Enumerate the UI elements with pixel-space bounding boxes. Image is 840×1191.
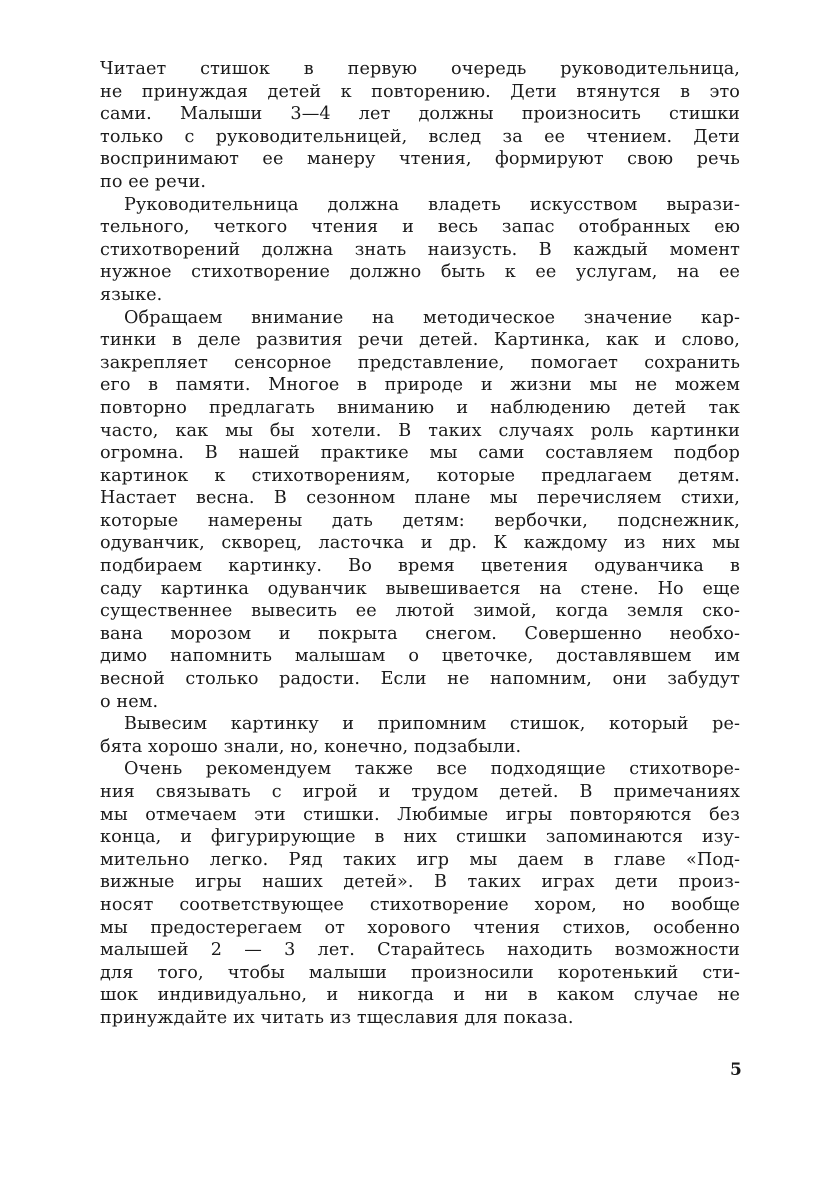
text-line: нужное стихотворение должно быть к ее услугам, на ее bbox=[100, 262, 740, 283]
text-line: Очень рекомендуем также все подходящие стихотворе- bbox=[124, 759, 740, 780]
text-line: димо напомнить малышам о цветочке, доставлявшем им bbox=[100, 646, 740, 667]
text-line: Настает весна. В сезонном плане мы перечисляем стихи, bbox=[100, 488, 740, 509]
page-number: 5 bbox=[730, 1060, 742, 1080]
text-line: вижные игры наших детей». В таких играх дети произ- bbox=[100, 872, 740, 893]
text-line: тельного, четкого чтения и весь запас отобранных ею bbox=[100, 217, 740, 238]
text-line: шок индивидуально, и никогда и ни в каком случае не bbox=[100, 985, 740, 1006]
text-line: саду картинка одуванчик вывешивается на стене. Но еще bbox=[100, 578, 740, 599]
text-line: мительно легко. Ряд таких игр мы даем в главе «Под- bbox=[100, 849, 740, 870]
text-line: ния связывать с игрой и трудом детей. В примечаниях bbox=[100, 782, 740, 802]
text-line: существеннее вывесить ее лютой зимой, когда земля ско- bbox=[100, 601, 740, 622]
text-line: по ее речи. bbox=[100, 171, 207, 192]
text-line: его в памяти. Многое в природе и жизни мы не можем bbox=[100, 375, 740, 396]
text-line: мы предостерегаем от хорового чтения стихов, особенно bbox=[100, 917, 740, 938]
text-line: картинок к стихотворениям, которые предлагаем детям. bbox=[100, 465, 740, 486]
text-line: Читает стишок в первую очередь руководительница, bbox=[100, 59, 740, 79]
text-line: о нем. bbox=[100, 691, 159, 712]
text-line: тинки в деле развития речи детей. Картинка, как и слово, bbox=[100, 330, 740, 351]
text-line: Вывесим картинку и припомним стишок, который ре- bbox=[124, 714, 740, 735]
text-line: одуванчик, скворец, ласточка и др. К каждому из них мы bbox=[100, 533, 740, 554]
text-line: только с руководительницей, вслед за ее чтением. Дети bbox=[100, 126, 740, 147]
text-line: повторно предлагать вниманию и наблюдению детей так bbox=[100, 397, 740, 418]
text-line: вана морозом и покрыта снегом. Совершенно необхо- bbox=[100, 623, 740, 644]
text-line: носят соответствующее стихотворение хором, но вообще bbox=[100, 894, 740, 915]
text-line: весной столько радости. Если не напомним, они забудут bbox=[100, 669, 740, 690]
text-line: языке. bbox=[100, 284, 163, 305]
text-line: для того, чтобы малыши произносили коротенький сти- bbox=[100, 962, 740, 983]
text-line: воспринимают ее манеру чтения, формируют свою речь bbox=[100, 149, 740, 170]
text-line: которые намерены дать детям: вербочки, подснежник, bbox=[100, 510, 740, 531]
text-line: Обращаем внимание на методическое значение кар- bbox=[124, 307, 740, 328]
text-line: сами. Малыши 3—4 лет должны произносить стишки bbox=[100, 104, 740, 125]
text-line: конца, и фигурирующие в них стишки запоминаются изу- bbox=[100, 827, 740, 848]
text-line: не принуждая детей к повторению. Дети втянутся в это bbox=[100, 81, 740, 102]
text-line: Руководительница должна владеть искусством вырази- bbox=[124, 194, 740, 215]
text-line: мы отмечаем эти стишки. Любимые игры повторяются без bbox=[100, 804, 740, 825]
text-line: стихотворений должна знать наизусть. В каждый момент bbox=[100, 239, 740, 260]
text-line: часто, как мы бы хотели. В таких случаях роль картинки bbox=[100, 420, 740, 441]
text-line: закрепляет сенсорное представление, помогает сохранить bbox=[100, 352, 740, 373]
text-line: огромна. В нашей практике мы сами составляем подбор bbox=[100, 443, 740, 464]
page-body bbox=[100, 58, 740, 1030]
text-line: принуждайте их читать из тщеславия для показа. bbox=[100, 1007, 574, 1028]
text-line: бята хорошо знали, но, конечно, подзабыли. bbox=[100, 736, 522, 757]
text-line: подбираем картинку. Во время цветения одуванчика в bbox=[100, 556, 740, 577]
text-line: малышей 2 — 3 лет. Старайтесь находить возможности bbox=[100, 940, 740, 961]
